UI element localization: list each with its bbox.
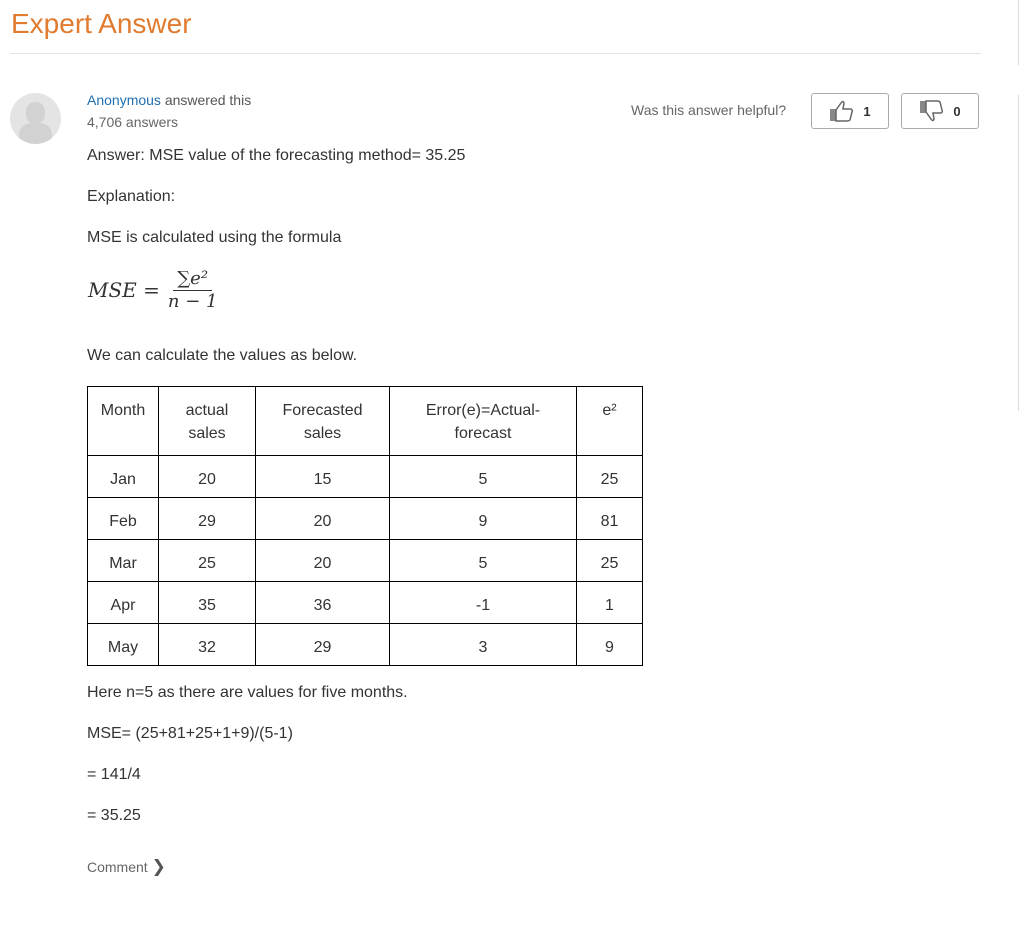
header-cell: e² [577, 387, 643, 456]
helpful-label: Was this answer helpful? [631, 102, 787, 118]
table-intro: We can calculate the values as below. [87, 347, 358, 364]
header-cell: Error(e)=Actual-forecast [390, 387, 577, 456]
author-link[interactable]: Anonymous [87, 92, 161, 108]
table-cell: 20 [159, 456, 256, 498]
table-cell: -1 [390, 582, 577, 624]
table-header-row [88, 387, 643, 456]
table-cell: May [88, 624, 159, 666]
explanation-label: Explanation: [87, 188, 176, 205]
error-table [87, 386, 643, 666]
table-cell: 35 [159, 582, 256, 624]
answer-text: Answer: MSE value of the forecasting method= 35.25 [87, 147, 466, 164]
table-cell: Mar [88, 540, 159, 582]
table-cell: 5 [390, 456, 577, 498]
table-cell: 3 [390, 624, 577, 666]
table-cell: 81 [577, 498, 643, 540]
formula-numerator: ∑e² [173, 268, 212, 291]
side-panel-border [1018, 95, 1019, 411]
table-cell: 29 [256, 624, 390, 666]
table-cell: 29 [159, 498, 256, 540]
thumbs-up-icon [829, 100, 855, 122]
formula-intro: MSE is calculated using the formula [87, 229, 342, 246]
answer-count: 4,706 answers [87, 114, 179, 130]
formula-denominator: n − 1 [167, 291, 218, 312]
page-title: Expert Answer [11, 8, 192, 39]
divider [10, 53, 981, 54]
header-cell: Month [88, 387, 159, 456]
table-row [88, 540, 643, 582]
table-cell: 20 [256, 498, 390, 540]
dislike-count: 0 [953, 103, 961, 119]
table-cell: 1 [577, 582, 643, 624]
table-row [88, 624, 643, 666]
thumbs-down-icon [919, 100, 945, 122]
table-cell: 15 [256, 456, 390, 498]
table-cell: 9 [577, 624, 643, 666]
table-row [88, 456, 643, 498]
comment-link[interactable] [87, 857, 166, 877]
table-cell: 36 [256, 582, 390, 624]
table-row [88, 498, 643, 540]
table-cell: 20 [256, 540, 390, 582]
calc-step-2: = 141/4 [87, 766, 141, 783]
n-note: Here n=5 as there are values for five months. [87, 684, 408, 701]
avatar [10, 93, 61, 144]
header-cell: actual sales [159, 387, 256, 456]
header-cell: Forecasted sales [256, 387, 390, 456]
table-cell: 25 [159, 540, 256, 582]
calc-step-3: = 35.25 [87, 807, 141, 824]
table-cell: Jan [88, 456, 159, 498]
chevron-right-icon: ❯ [151, 857, 166, 876]
table-cell: 25 [577, 540, 643, 582]
thumbs-up-button[interactable] [811, 93, 889, 129]
table-cell: 9 [390, 498, 577, 540]
table-cell: Feb [88, 498, 159, 540]
table-cell: 32 [159, 624, 256, 666]
table-cell: 5 [390, 540, 577, 582]
formula-lhs: MSE = [88, 278, 160, 302]
table-row [88, 582, 643, 624]
table-cell: Apr [88, 582, 159, 624]
calc-step-1: MSE= (25+81+25+1+9)/(5-1) [87, 725, 293, 742]
mse-formula [88, 268, 217, 312]
table-cell: 25 [577, 456, 643, 498]
like-count: 1 [863, 103, 871, 119]
side-panel-border [1018, 0, 1019, 65]
author-line [87, 92, 251, 108]
author-suffix: answered this [160, 92, 252, 108]
thumbs-down-button[interactable] [901, 93, 979, 129]
comment-label: Comment [87, 859, 148, 875]
